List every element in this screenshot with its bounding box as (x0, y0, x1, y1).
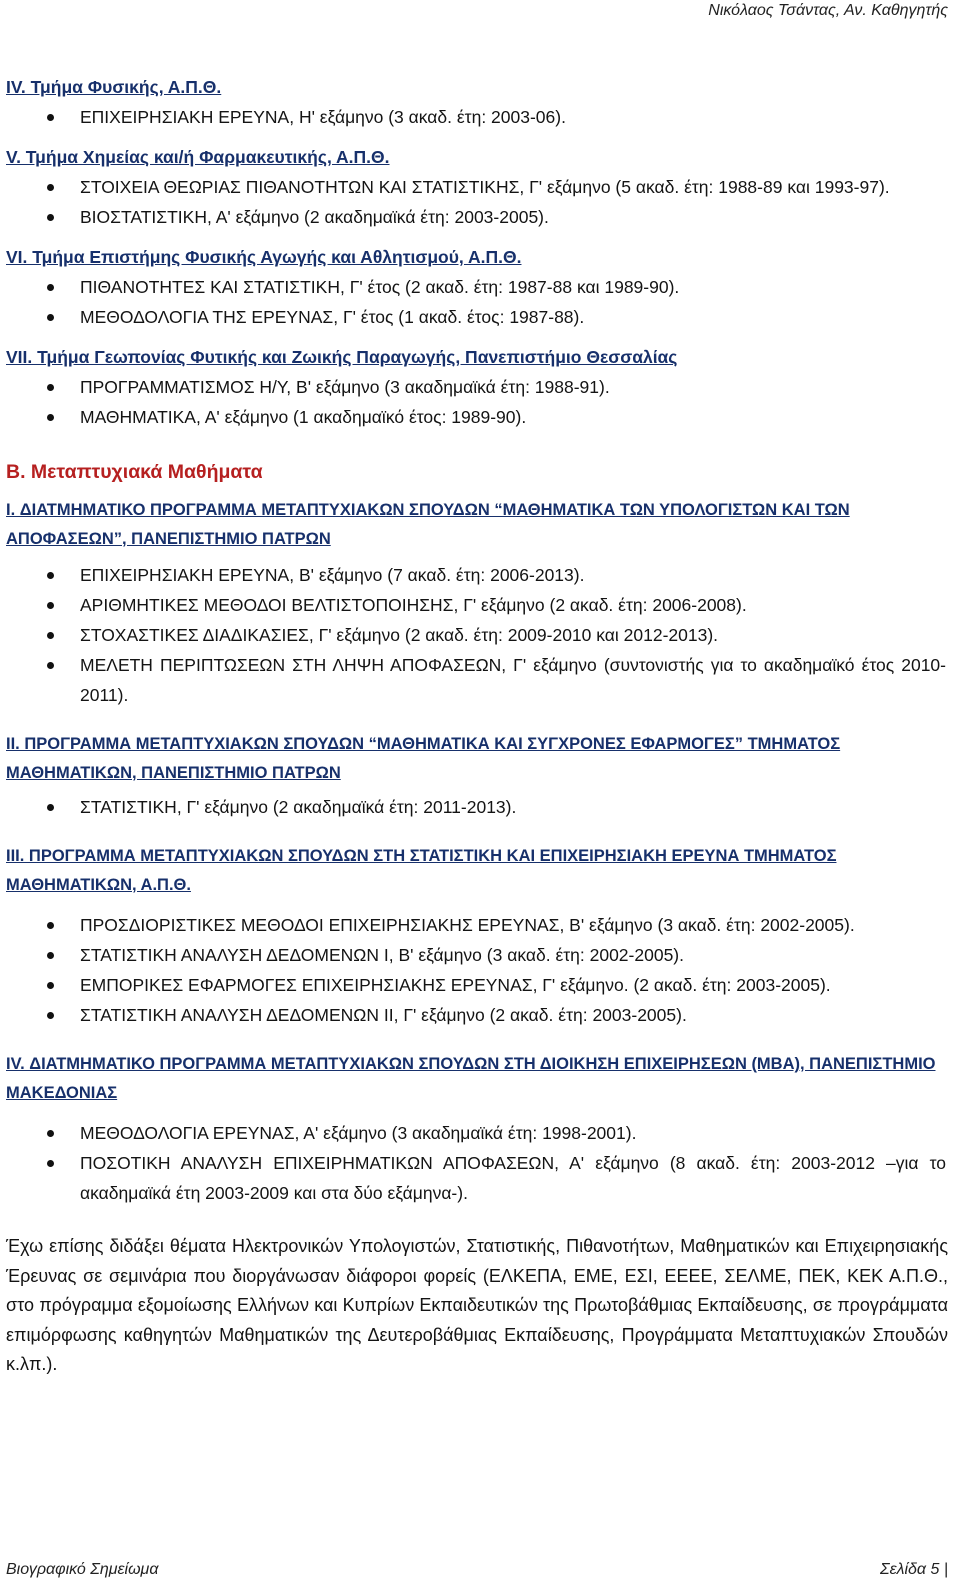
undergrad-section-v (6, 142, 950, 232)
undergrad-section-vii (6, 342, 950, 432)
section-heading: IV. Τμήμα Φυσικής, Α.Π.Θ. (6, 77, 222, 97)
postgrad-section-iii (6, 842, 950, 1030)
footer-title: Βιογραφικό Σημείωμα (6, 1561, 159, 1578)
section-heading: III. ΠΡΟΓΡΑΜΜΑ ΜΕΤΑΠΤΥΧΙΑΚΩΝ ΣΠΟΥΔΩΝ ΣΤΗ ΣΤΑΤΙΣΤΙΚΗ ΚΑΙ ΕΠΙΧΕΙΡΗΣΙΑΚΗ ΕΡΕΥΝΑ ΤΜΗΜΑΤΟΣ ΜΑΘΗΜΑΤΙΚΩΝ, Α.Π.Θ. (6, 847, 837, 894)
undergrad-section-vi (6, 242, 950, 332)
list-item: ΠΡΟΓΡΑΜΜΑΤΙΣΜΟΣ Η/Υ, Β' εξάμηνο (3 ακαδημαϊκά έτη: 1988-91). (6, 372, 950, 402)
list-item: ΕΠΙΧΕΙΡΗΣΙΑΚΗ ΕΡΕΥΝΑ, Β' εξάμηνο (7 ακαδ. έτη: 2006-2013). (6, 560, 950, 590)
list-item: ΕΜΠΟΡΙΚΕΣ ΕΦΑΡΜΟΓΕΣ ΕΠΙΧΕΙΡΗΣΙΑΚΗΣ ΕΡΕΥΝΑΣ, Γ' εξάμηνο. (2 ακαδ. έτη: 2003-2005). (6, 970, 950, 1000)
list-item: ΜΕΘΟΔΟΛΟΓΙΑ ΕΡΕΥΝΑΣ, Α' εξάμηνο (3 ακαδημαϊκά έτη: 1998-2001). (6, 1118, 950, 1148)
list-item: ΣΤΟΙΧΕΙΑ ΘΕΩΡΙΑΣ ΠΙΘΑΝΟΤΗΤΩΝ ΚΑΙ ΣΤΑΤΙΣΤΙΚΗΣ, Γ' εξάμηνο (5 ακαδ. έτη: 1988-89 και 1993-97). (6, 172, 950, 202)
section-heading: V. Τμήμα Χημείας και/ή Φαρμακευτικής, Α.Π.Θ. (6, 147, 390, 167)
list-item: ΣΤΑΤΙΣΤΙΚΗ ΑΝΑΛΥΣΗ ΔΕΔΟΜΕΝΩΝ Ι, Β' εξάμηνο (3 ακαδ. έτη: 2002-2005). (6, 940, 950, 970)
list-item: ΒΙΟΣΤΑΤΙΣΤΙΚΗ, Α' εξάμηνο (2 ακαδημαϊκά έτη: 2003-2005). (6, 202, 950, 232)
section-heading: II. ΠΡΟΓΡΑΜΜΑ ΜΕΤΑΠΤΥΧΙΑΚΩΝ ΣΠΟΥΔΩΝ “ΜΑΘΗΜΑΤΙΚΑ ΚΑΙ ΣΥΓΧΡΟΝΕΣ ΕΦΑΡΜΟΓΕΣ” ΤΜΗΜΑΤΟΣ ΜΑΘΗΜΑΤΙΚΩΝ, ΠΑΝΕΠΙΣΤΗΜΙΟ ΠΑΤΡΩΝ (6, 735, 841, 782)
list-item: ΜΕΛΕΤΗ ΠΕΡΙΠΤΩΣΕΩΝ ΣΤΗ ΛΗΨΗ ΑΠΟΦΑΣΕΩΝ, Γ' εξάμηνο (συντονιστής για το ακαδημαϊκό έτος 2010-2011). (6, 650, 950, 710)
undergrad-section-iv (6, 72, 950, 132)
postgrad-heading: Β. Μεταπτυχιακά Μαθήματα (6, 461, 263, 483)
postgrad-section-ii (6, 730, 950, 822)
postgrad-section-i (6, 496, 950, 710)
section-heading: I. ΔΙΑΤΜΗΜΑΤΙΚΟ ΠΡΟΓΡΑΜΜΑ ΜΕΤΑΠΤΥΧΙΑΚΩΝ ΣΠΟΥΔΩΝ “ΜΑΘΗΜΑΤΙΚΑ ΤΩΝ ΥΠΟΛΟΓΙΣΤΩΝ ΚΑΙ ΤΩΝ ΑΠΟΦΑΣΕΩΝ”, ΠΑΝΕΠΙΣΤΗΜΙΟ ΠΑΤΡΩΝ (6, 501, 850, 548)
list-item: ΣΤΑΤΙΣΤΙΚΗ, Γ' εξάμηνο (2 ακαδημαϊκά έτη: 2011-2013). (6, 792, 950, 822)
course-list (6, 792, 950, 822)
page-content (6, 72, 950, 1380)
course-list (6, 102, 950, 132)
section-heading: IV. ΔΙΑΤΜΗΜΑΤΙΚΟ ΠΡΟΓΡΑΜΜΑ ΜΕΤΑΠΤΥΧΙΑΚΩΝ ΣΠΟΥΔΩΝ ΣΤΗ ΔΙΟΙΚΗΣΗ ΕΠΙΧΕΙΡΗΣΕΩΝ (MBA), ΠΑΝΕΠΙΣΤΗΜΙΟ ΜΑΚΕΔΟΝΙΑΣ (6, 1055, 936, 1102)
list-item: ΕΠΙΧΕΙΡΗΣΙΑΚΗ ΕΡΕΥΝΑ, Η' εξάμηνο (3 ακαδ. έτη: 2003-06). (6, 102, 950, 132)
running-footer (6, 1561, 948, 1579)
section-heading: VI. Τμήμα Επιστήμης Φυσικής Αγωγής και Αθλητισμού, Α.Π.Θ. (6, 247, 522, 267)
list-item: ΣΤΑΤΙΣΤΙΚΗ ΑΝΑΛΥΣΗ ΔΕΔΟΜΕΝΩΝ ΙΙ, Γ' εξάμηνο (2 ακαδ. έτη: 2003-2005). (6, 1000, 950, 1030)
running-header: Νικόλαος Τσάντας, Αν. Καθηγητής (708, 2, 948, 19)
course-list (6, 172, 950, 232)
course-list (6, 272, 950, 332)
list-item: ΜΕΘΟΔΟΛΟΓΙΑ ΤΗΣ ΕΡΕΥΝΑΣ, Γ' έτος (1 ακαδ. έτος: 1987-88). (6, 302, 950, 332)
course-list (6, 560, 950, 710)
postgrad-section-iv (6, 1050, 950, 1208)
course-list (6, 910, 950, 1030)
course-list (6, 372, 950, 432)
section-heading: VII. Τμήμα Γεωπονίας Φυτικής και Ζωικής Παραγωγής, Πανεπιστήμιο Θεσσαλίας (6, 347, 678, 367)
list-item: ΠΟΣΟΤΙΚΗ ΑΝΑΛΥΣΗ ΕΠΙΧΕΙΡΗΜΑΤΙΚΩΝ ΑΠΟΦΑΣΕΩΝ, Α' εξάμηνο (8 ακαδ. έτη: 2003-2012 –για το ακαδημαϊκά έτη 2003-2009 και στα δύο εξάμηνα-). (6, 1148, 950, 1208)
list-item: ΣΤΟΧΑΣΤΙΚΕΣ ΔΙΑΔΙΚΑΣΙΕΣ, Γ' εξάμηνο (2 ακαδ. έτη: 2009-2010 και 2012-2013). (6, 620, 950, 650)
page-number: Σελίδα 5 | (879, 1561, 948, 1578)
closing-paragraph: Έχω επίσης διδάξει θέματα Ηλεκτρονικών Υπολογιστών, Στατιστικής, Πιθανοτήτων, Μαθηματικών και Επιχειρησιακής Έρευνας σε σεμινάρια που διοργάνωσαν διάφοροι φορείς (ΕΛΚΕΠΑ, ΕΜΕ, ΕΣΙ, ΕΕΕΕ, ΣΕΛΜΕ, ΠΕΚ, ΚΕΚ Α.Π.Θ., στο πρόγραμμα εξομοίωσης Ελλήνων και Κυπρίων Εκπαιδευτικών της Πρωτοβάθμιας Εκπαίδευσης, σε προγράμματα επιμόρφωσης καθηγητών Μαθηματικών της Δευτεροβάθμιας Εκπαίδευσης, Προγράμματα Μεταπτυχιακών Σπουδών κ.λπ.). (6, 1236, 948, 1374)
list-item: ΠΡΟΣΔΙΟΡΙΣΤΙΚΕΣ ΜΕΘΟΔΟΙ ΕΠΙΧΕΙΡΗΣΙΑΚΗΣ ΕΡΕΥΝΑΣ, Β' εξάμηνο (3 ακαδ. έτη: 2002-2005). (6, 910, 950, 940)
list-item: ΜΑΘΗΜΑΤΙΚΑ, Α' εξάμηνο (1 ακαδημαϊκό έτος: 1989-90). (6, 402, 950, 432)
course-list (6, 1118, 950, 1208)
list-item: ΠΙΘΑΝΟΤΗΤΕΣ ΚΑΙ ΣΤΑΤΙΣΤΙΚΗ, Γ' έτος (2 ακαδ. έτη: 1987-88 και 1989-90). (6, 272, 950, 302)
list-item: ΑΡΙΘΜΗΤΙΚΕΣ ΜΕΘΟΔΟΙ ΒΕΛΤΙΣΤΟΠΟΙΗΣΗΣ, Γ' εξάμηνο (2 ακαδ. έτη: 2006-2008). (6, 590, 950, 620)
